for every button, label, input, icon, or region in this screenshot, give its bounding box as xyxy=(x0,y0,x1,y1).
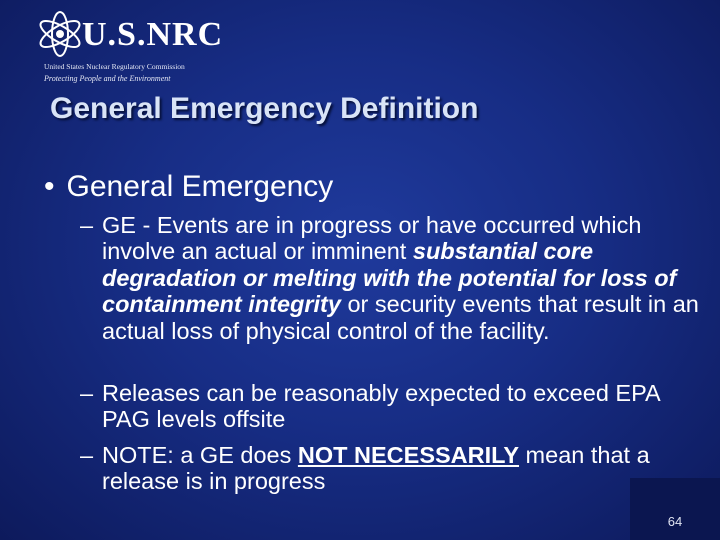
main-bullet-text: General Emergency xyxy=(66,170,334,203)
logo-tagline: Protecting People and the Environment xyxy=(44,74,171,83)
page-number: 64 xyxy=(667,514,683,529)
atom-icon xyxy=(34,10,86,62)
emphasized-text: NOT NECESSARILY xyxy=(297,442,520,468)
sub-bullet-text-part: or security events that result in an actual loss of physical control of the facility. xyxy=(102,291,699,344)
sub-bullet-releases xyxy=(80,380,710,433)
sub-bullet-dash: – xyxy=(80,380,94,406)
sub-bullet-dash: – xyxy=(80,212,94,238)
bullet-marker: • xyxy=(44,170,55,203)
sub-bullet-dash: – xyxy=(80,442,94,468)
sub-bullet-text-part: mean that a release is in progress xyxy=(102,442,650,495)
logo-wordmark: U.S.NRC xyxy=(82,16,224,53)
main-bullet xyxy=(44,170,333,204)
nrc-logo xyxy=(34,10,224,83)
logo-agency-name: United States Nuclear Regulatory Commission xyxy=(44,62,185,71)
sub-bullet-text-part: GE - Events are in progress or have occurred which involve an actual or imminent xyxy=(102,212,642,265)
sub-bullet-text: Releases can be reasonably expected to exceed EPA PAG levels offsite xyxy=(102,380,660,433)
sub-bullet-note xyxy=(80,442,710,495)
sub-bullet-text-part: NOTE: a GE does xyxy=(102,442,298,468)
sub-bullet-text xyxy=(80,442,710,495)
sub-bullet-ge-events xyxy=(80,212,710,344)
sub-bullet-text xyxy=(80,212,710,344)
emphasized-text: substantial core degradation or melting with the potential for loss of containment integrity xyxy=(102,238,677,318)
page-number-box xyxy=(630,478,720,540)
slide-title: General Emergency Definition xyxy=(50,92,479,125)
